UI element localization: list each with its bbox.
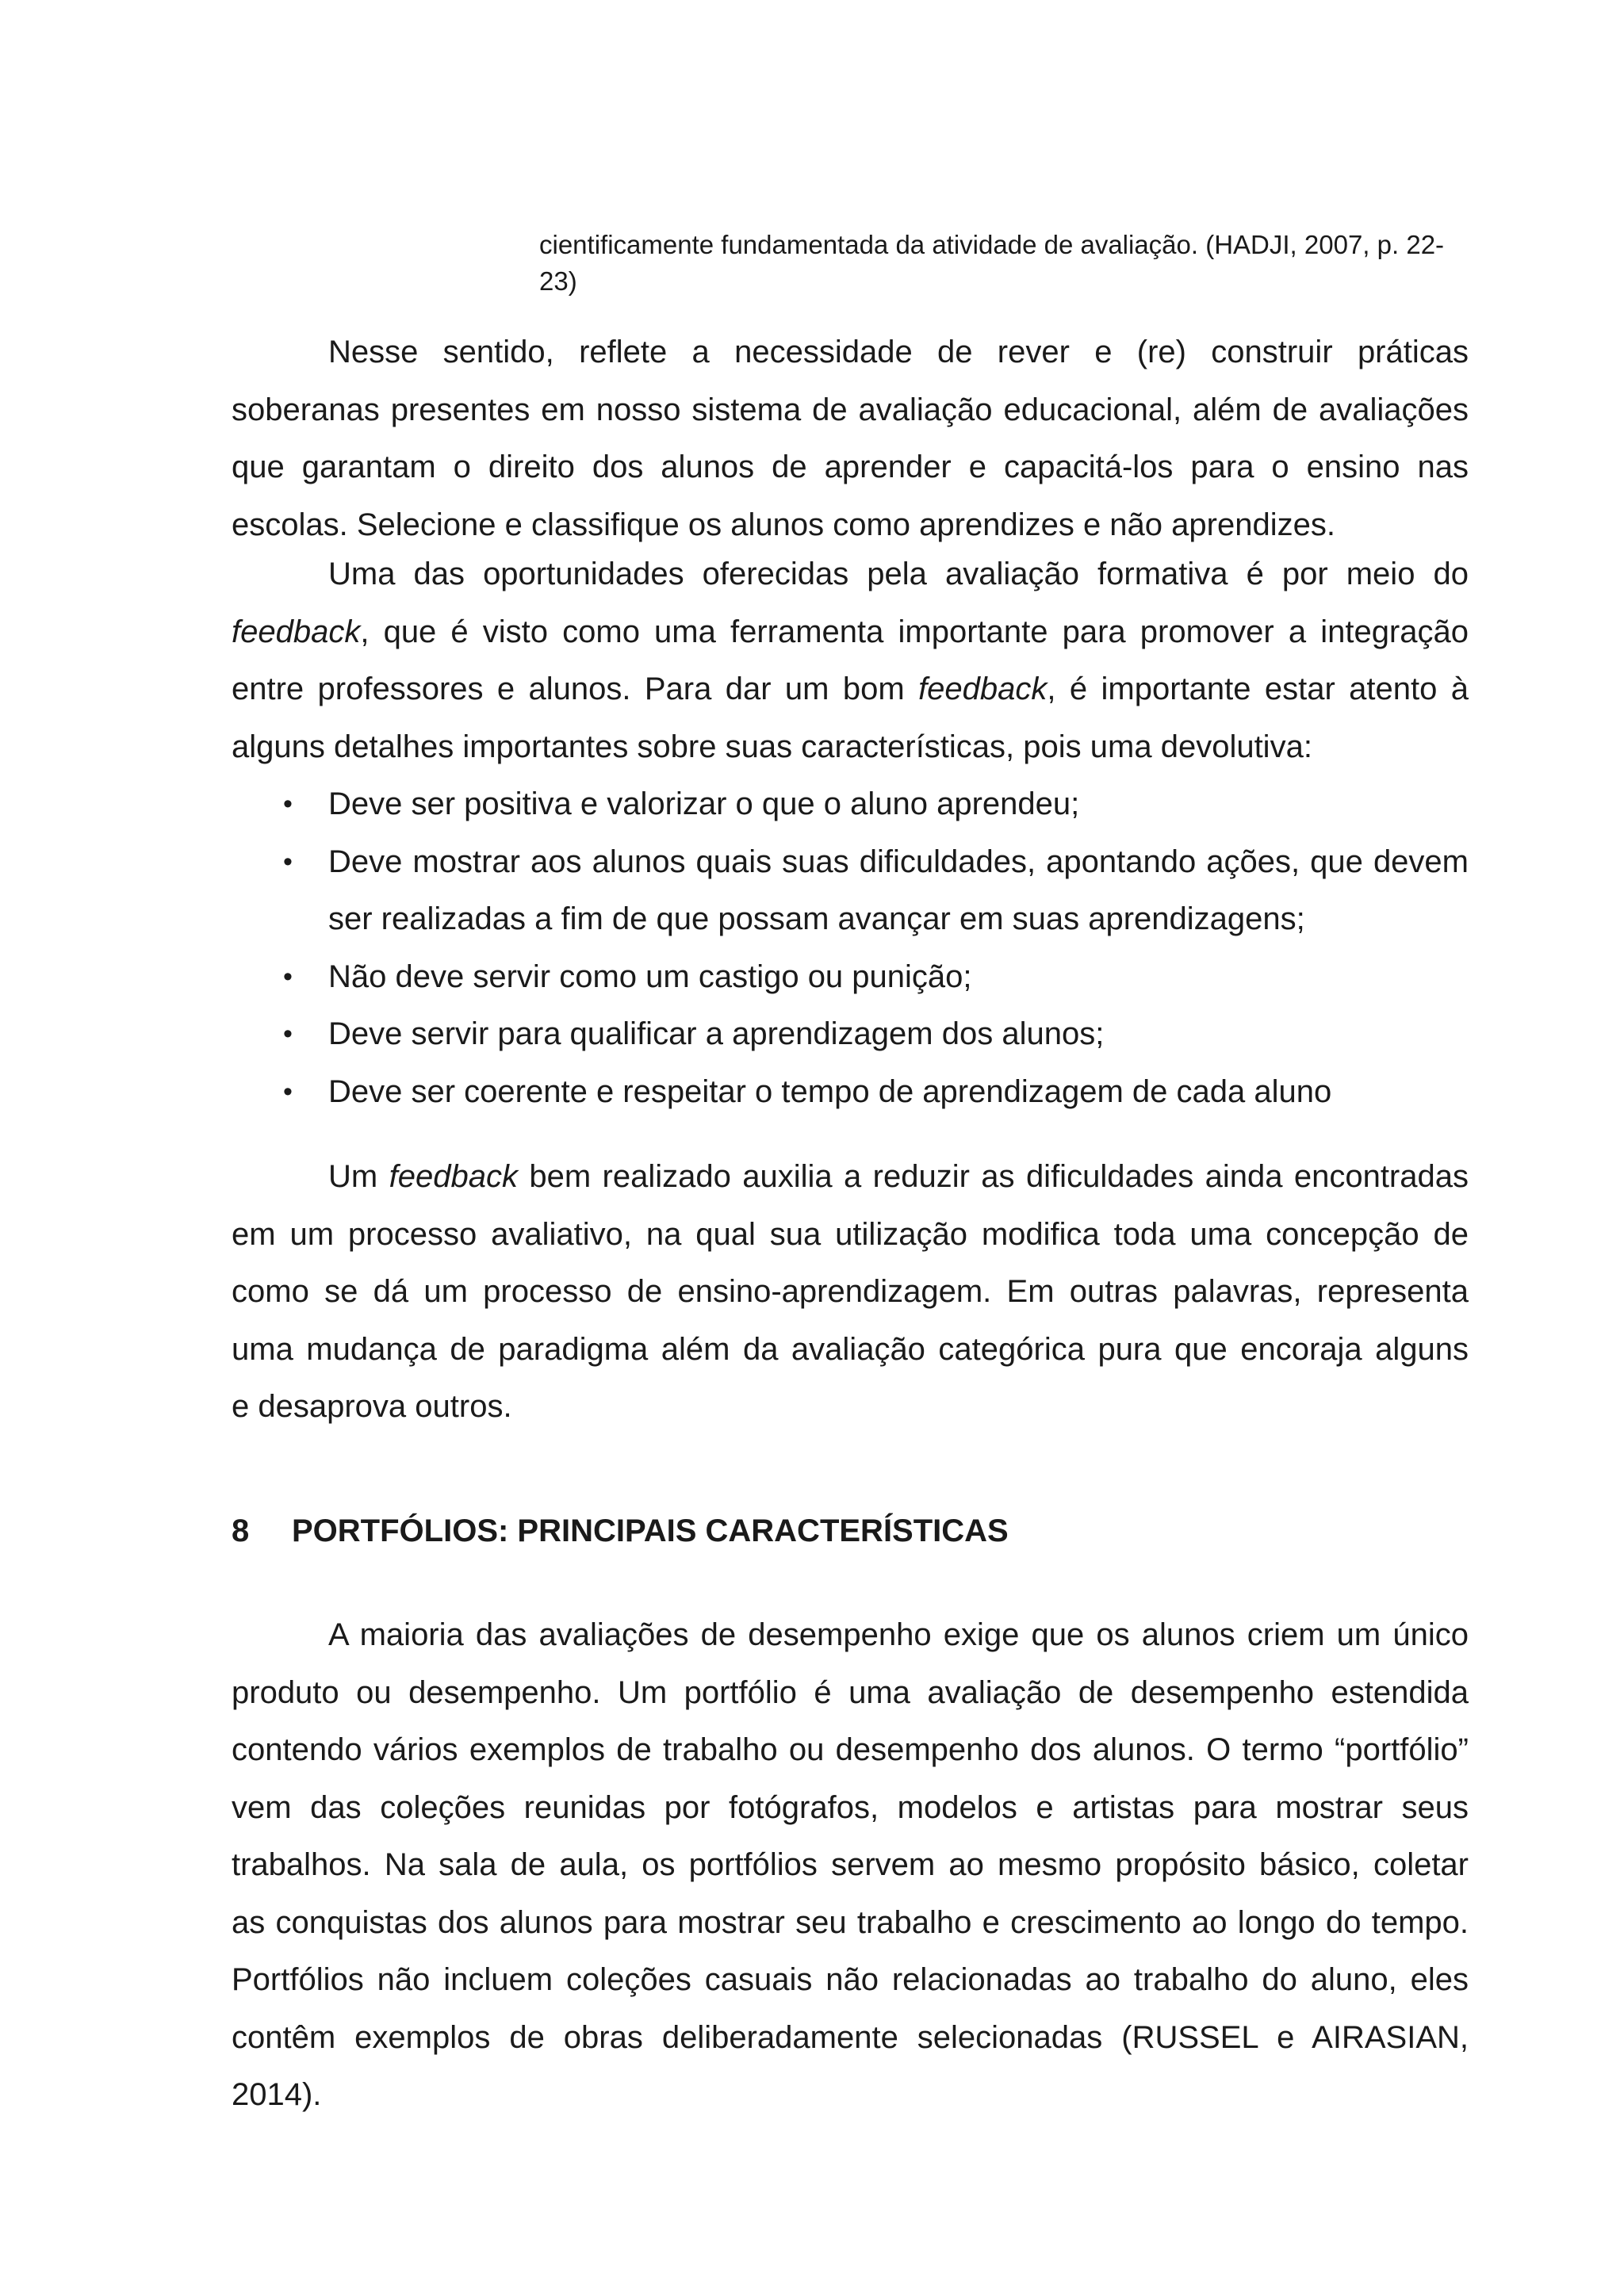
list-item — [232, 775, 1469, 833]
p3-line-5: e desaprova outros. — [232, 1389, 512, 1424]
list-item — [232, 1005, 1469, 1063]
bullet-text-2b: ser realizadas a fim de que possam avançar em suas aprendizagens; — [328, 901, 1305, 936]
p4-line-9: 2014). — [232, 2077, 322, 2112]
quote-text-2: 23) — [539, 266, 577, 296]
section-heading — [232, 1502, 1009, 1559]
bullet-list — [232, 775, 1469, 1120]
block-quote-line-2 — [539, 263, 577, 300]
list-item — [232, 1063, 1469, 1121]
p4-line-6: as conquistas dos alunos para mostrar seu trabalho e crescimento ao longo do tempo. — [232, 1904, 1469, 1940]
p3-line-1 — [232, 1148, 1469, 1206]
p4-line-1: A maioria das avaliações de desempenho exige que os alunos criem um único — [328, 1617, 1469, 1652]
bullet-text-5: Deve ser coerente e respeitar o tempo de aprendizagem de cada aluno — [328, 1073, 1332, 1109]
paragraph-1 — [232, 323, 1469, 553]
p1-line-1: Nesse sentido, reflete a necessidade de rever e (re) construir práticas — [328, 335, 1469, 369]
p2-line-1: Uma das oportunidades oferecidas pela avaliação formativa é por meio do — [328, 557, 1469, 591]
p2-feedback-italic-2: feedback — [918, 672, 1048, 706]
p3-line-1-b: bem realizado auxilia a reduzir as dificuldades ainda encontradas — [517, 1159, 1469, 1194]
p2-line-3-b: , é importante estar atento à — [1047, 672, 1469, 706]
section-number: 8 — [232, 1513, 250, 1548]
p3-feedback-italic: feedback — [389, 1159, 518, 1194]
p4-line-3: contendo vários exemplos de trabalho ou desempenho dos alunos. O termo “portfólio” — [232, 1732, 1469, 1767]
p2-line-2-rest: , que é visto como uma ferramenta importante para promover a integração — [360, 614, 1469, 649]
bullet-icon: • — [283, 789, 293, 819]
quote-text-1: cientificamente fundamentada da atividade de avaliação. (HADJI, 2007, p. 22- — [539, 230, 1445, 259]
bullet-icon: • — [283, 1019, 293, 1049]
p4-line-7: Portfólios não incluem coleções casuais não relacionadas ao trabalho do aluno, eles — [232, 1962, 1469, 1997]
p2-line-3-a: entre professores e alunos. Para dar um bom — [232, 672, 919, 706]
p2-line-3 — [232, 660, 1469, 718]
block-quote-line-1 — [539, 227, 1467, 263]
p3-line-2: em um processo avaliativo, na qual sua utilização modifica toda uma concepção de — [232, 1216, 1469, 1252]
p1-line-4: escolas. Selecione e classifique os alunos como aprendizes e não aprendizes. — [232, 507, 1335, 542]
bullet-icon: • — [283, 846, 293, 877]
p4-line-5: trabalhos. Na sala de aula, os portfólios servem ao mesmo propósito básico, coletar — [232, 1847, 1469, 1882]
p3-line-4: uma mudança de paradigma além da avaliação categórica pura que encoraja alguns — [232, 1331, 1469, 1367]
p4-line-2: produto ou desempenho. Um portfólio é uma avaliação de desempenho estendida — [232, 1674, 1469, 1710]
p1-line-2: soberanas presentes em nosso sistema de avaliação educacional, além de avaliações — [232, 392, 1469, 427]
p4-line-8: contêm exemplos de obras deliberadamente selecionadas (RUSSEL e AIRASIAN, — [232, 2019, 1469, 2055]
p2-line-2 — [232, 603, 1469, 661]
bullet-text-2a: Deve mostrar aos alunos quais suas dificuldades, apontando ações, que devem — [328, 844, 1469, 879]
bullet-text-4: Deve servir para qualificar a aprendizagem dos alunos; — [328, 1016, 1105, 1051]
p3-line-3: como se dá um processo de ensino-aprendizagem. Em outras palavras, representa — [232, 1274, 1469, 1309]
paragraph-4 — [232, 1606, 1469, 2124]
list-item — [232, 948, 1469, 1006]
bullet-text-1: Deve ser positiva e valorizar o que o aluno aprendeu; — [328, 786, 1080, 821]
paragraph-2 — [232, 545, 1469, 775]
p1-line-3: que garantam o direito dos alunos de aprender e capacitá-los para o ensino nas — [232, 450, 1469, 484]
p2-line-4: alguns detalhes importantes sobre suas características, pois uma devolutiva: — [232, 729, 1312, 764]
p3-line-1-a: Um — [328, 1159, 389, 1194]
section-title: PORTFÓLIOS: PRINCIPAIS CARACTERÍSTICAS — [292, 1513, 1009, 1548]
bullet-icon: • — [283, 1076, 293, 1107]
p4-line-4: vem das coleções reunidas por fotógrafos, modelos e artistas para mostrar seus — [232, 1789, 1469, 1825]
paragraph-3 — [232, 1148, 1469, 1436]
p2-feedback-italic-1: feedback — [232, 614, 361, 649]
list-item — [232, 833, 1469, 948]
bullet-text-3: Não deve servir como um castigo ou punição; — [328, 959, 972, 994]
bullet-icon: • — [283, 961, 293, 992]
